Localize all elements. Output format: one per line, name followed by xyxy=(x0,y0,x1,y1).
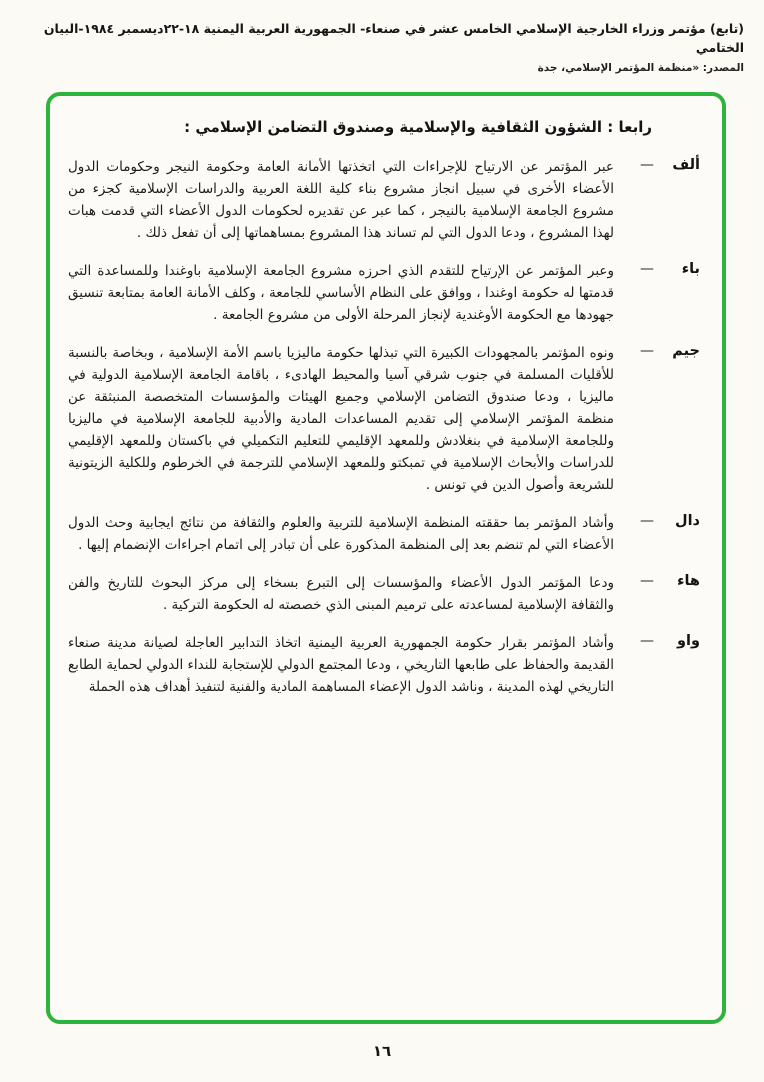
dash-separator: — xyxy=(640,343,654,359)
paragraph-text: ودعا المؤتمر الدول الأعضاء والمؤسسات إلى التبرع بسخاء إلى مركز البحوث للتاريخ والفن والثقافة الإسلامية لمساعدته على ترميم المبنى الذي خصصته له الحكومة التركية . xyxy=(68,575,614,613)
green-border-box xyxy=(46,92,726,1024)
dash-separator: — xyxy=(640,573,654,589)
dash-separator: — xyxy=(640,633,654,649)
document-header xyxy=(20,20,744,74)
section-title: رابعا : الشؤون الثقافية والإسلامية وصندوق التضامن الإسلامي : xyxy=(184,118,652,136)
paragraph-label: دال xyxy=(675,513,700,529)
paragraph-text: وعبر المؤتمر عن الإرتياح للتقدم الذي احرزه مشروع الجامعة الإسلامية باوغندا وللمساعدة التي قدمتها له حكومة اوغندا ، ووافق على النظام الأساسي للجامعة ، وكلف الأمانة العامة بمتابعة تنسيق جهودها مع الحكومة الأوغندية لإنجاز المرحلة الأولى من مشروع الجامعة . xyxy=(68,263,614,323)
paragraph-waw xyxy=(68,632,700,698)
paragraph-label: ألف xyxy=(672,157,700,173)
paragraph-text: عبر المؤتمر عن الارتياح للإجراءات التي اتخذتها الأمانة العامة وحكومة النيجر وحكومات الدول الأعضاء الأخرى في سبيل انجاز مشروع بناء كلية اللغة العربية والدراسات الإسلامية كجزء من مشروع الجامعة الإسلامية بالنيجر ، كما عبر عن تقديره لحكومات الدول الأعضاء التي قدمت هبات لهذا المشروع ، ودعا الدول التي لم تساند هذا المشروع بمساهماتها إلى أن تفعل ذلك . xyxy=(68,159,614,241)
paragraph-alif xyxy=(68,156,700,244)
header-title-line: (تابع) مؤتمر وزراء الخارجية الإسلامي الخامس عشر في صنعاء- الجمهورية العربية اليمنية ١٨-٢٢ديسمبر ١٩٨٤-البيان الختامي xyxy=(43,21,744,55)
paragraph-jeem xyxy=(68,342,700,496)
paragraph-label: جيم xyxy=(672,343,700,359)
paragraph-text: ونوه المؤتمر بالمجهودات الكبيرة التي تبذلها حكومة ماليزيا باسم الأمة الإسلامية ، وبخاصة بالنسبة للأقليات المسلمة في جنوب شرقي آسيا والمحيط الهادىء ، باقامة الجامعة الإسلامية الدولية في ماليزيا ، ودعا صندوق التضامن الإسلامي وجميع الهيئات والمؤسسات المتخصصة المنبثقة عن منظمة المؤتمر الإسلامي إلى تقديم المساعدات المادية والأدبية للجامعة الإسلامية في ماليزيا وللجامعة الإسلامية في بنغلادش وللمعهد الإقليمي للتعليم التكميلي في باكستان وللمعهد الإقليمي للدراسات والأبحاث الإسلامية في تمبكتو وللمعهد الإسلامي للترجمة في الخرطوم وللكلية الزيتونية للشريعة وأصول الدين في تونس . xyxy=(68,345,614,493)
dash-separator: — xyxy=(640,261,654,277)
paragraph-haa xyxy=(68,572,700,616)
header-source-line: المصدر: «منظمة المؤتمر الإسلامي، جدة xyxy=(537,61,744,74)
paragraph-dal xyxy=(68,512,700,556)
paragraph-label: هاء xyxy=(677,573,700,589)
paragraph-text: وأشاد المؤتمر بقرار حكومة الجمهورية العربية اليمنية اتخاذ التدابير العاجلة لصيانة مدينة صنعاء القديمة والحفاظ على طابعها التاريخي ، ودعا المجتمع الدولي للإستجابة للنداء الدولي لحماية الطابع التاريخي لهذه المدينة ، وناشد الدول الإعضاء المساهمة المادية والفنية لتنفيذ أهداف هذه الحملة xyxy=(68,635,614,695)
paragraph-label: واو xyxy=(677,633,700,649)
paragraph-text: وأشاد المؤتمر بما حققته المنظمة الإسلامية للتربية والعلوم والثقافة من نتائج ايجابية وحث الدول الأعضاء التي لم تنضم بعد إلى المنظمة المذكورة على أن تبادر إلى اتمام اجراءات الإنضمام إليها . xyxy=(68,515,614,553)
dash-separator: — xyxy=(640,157,654,173)
dash-separator: — xyxy=(640,513,654,529)
paragraph-baa xyxy=(68,260,700,326)
page-number: ١٦ xyxy=(372,1042,392,1060)
paragraph-label: باء xyxy=(681,261,700,277)
